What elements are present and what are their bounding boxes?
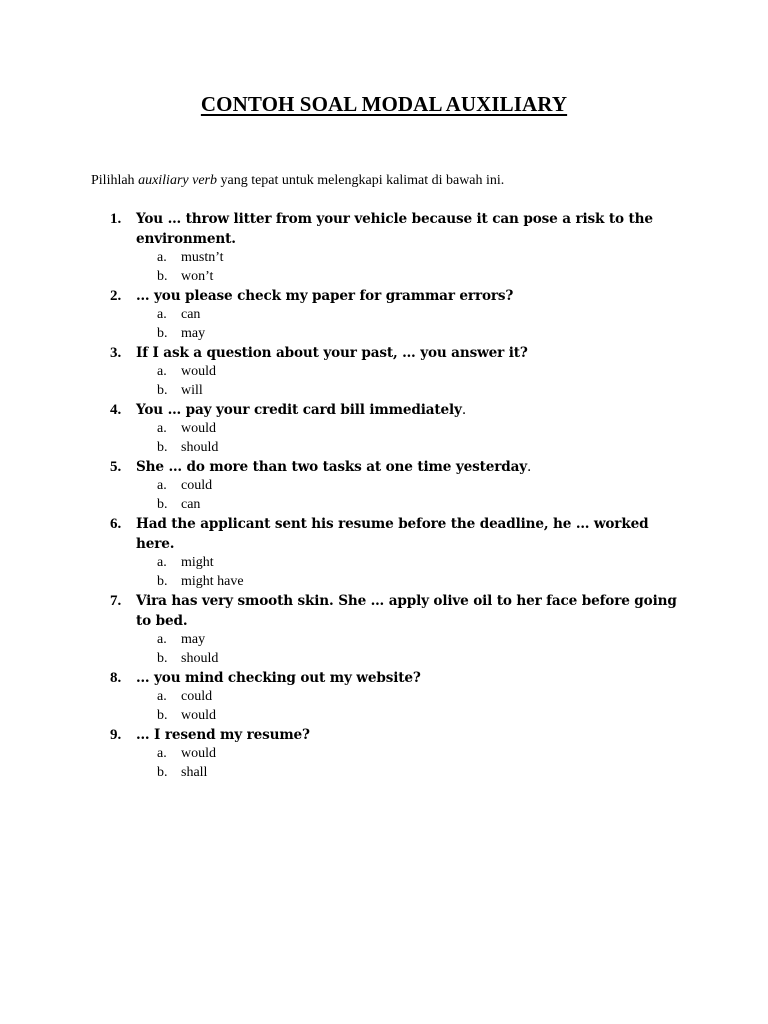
option-a xyxy=(0,554,768,573)
question-text xyxy=(136,457,681,477)
option-b xyxy=(0,268,768,287)
option-b xyxy=(0,382,768,401)
option-a xyxy=(0,249,768,268)
page-title: CONTOH SOAL MODAL AUXILIARY xyxy=(200,92,568,116)
option-b xyxy=(0,325,768,344)
question-6 xyxy=(0,514,768,591)
question-3 xyxy=(0,343,768,400)
option-b xyxy=(0,573,768,592)
option-text: would xyxy=(181,364,216,379)
question-tail: . xyxy=(526,459,532,475)
question-text xyxy=(136,343,681,363)
option-list xyxy=(0,554,768,591)
option-letter: b. xyxy=(157,382,168,398)
option-letter: a. xyxy=(157,632,167,647)
option-list xyxy=(0,363,768,400)
option-text: will xyxy=(181,382,203,398)
question-text xyxy=(136,514,681,554)
option-a xyxy=(0,306,768,325)
option-list xyxy=(0,306,768,343)
option-text: might have xyxy=(181,573,244,589)
option-text: would xyxy=(181,707,216,723)
question-2 xyxy=(0,286,768,343)
instruction-text xyxy=(91,173,504,189)
instruction-lead: Pilihlah xyxy=(91,173,139,188)
question-number: 7. xyxy=(110,593,122,609)
option-b xyxy=(0,496,768,515)
option-list xyxy=(0,631,768,668)
question-list xyxy=(0,209,768,782)
question-number: 9. xyxy=(110,727,122,743)
option-a xyxy=(0,477,768,496)
question-number: 8. xyxy=(110,670,122,686)
question-5 xyxy=(0,457,768,514)
option-letter: b. xyxy=(157,325,168,341)
question-4 xyxy=(0,400,768,457)
question-text xyxy=(136,668,681,688)
option-text: mustn’t xyxy=(181,250,224,265)
instruction-italic-term: auxiliary verb xyxy=(138,173,217,188)
option-letter: a. xyxy=(157,364,167,379)
option-text: won’t xyxy=(181,268,214,284)
option-letter: a. xyxy=(157,478,167,493)
question-9 xyxy=(0,725,768,782)
option-list xyxy=(0,477,768,514)
question-stem: You … pay your credit card bill immediately xyxy=(136,402,462,418)
option-b xyxy=(0,439,768,458)
option-a xyxy=(0,688,768,707)
option-list xyxy=(0,249,768,286)
option-letter: a. xyxy=(157,746,167,761)
option-text: should xyxy=(181,439,219,455)
question-number: 5. xyxy=(110,459,122,475)
option-list xyxy=(0,420,768,457)
option-letter: b. xyxy=(157,573,168,589)
question-text xyxy=(136,591,681,631)
option-letter: a. xyxy=(157,307,167,322)
option-text: may xyxy=(181,632,206,647)
option-text: would xyxy=(181,746,216,761)
option-list xyxy=(0,688,768,725)
question-text xyxy=(136,209,681,249)
option-b xyxy=(0,650,768,669)
question-stem: You … throw litter from your vehicle because it can pose a risk to the environment. xyxy=(136,211,653,247)
option-letter: b. xyxy=(157,764,168,780)
question-1 xyxy=(0,209,768,286)
question-stem: If I ask a question about your past, … you answer it? xyxy=(136,345,528,361)
option-list xyxy=(0,745,768,782)
option-text: could xyxy=(181,478,213,493)
instruction-rest: yang tepat untuk melengkapi kalimat di bawah ini. xyxy=(216,173,505,188)
option-letter: a. xyxy=(157,555,167,570)
question-number: 3. xyxy=(110,345,122,361)
question-tail: . xyxy=(461,402,466,418)
option-a xyxy=(0,420,768,439)
question-stem: … you please check my paper for grammar errors? xyxy=(136,288,514,304)
option-text: could xyxy=(181,689,213,704)
question-stem: … I resend my resume? xyxy=(136,727,310,743)
question-number: 4. xyxy=(110,402,122,418)
option-text: can xyxy=(181,496,201,512)
question-stem: Vira has very smooth skin. She … apply olive oil to her face before going to bed. xyxy=(136,593,677,629)
option-b xyxy=(0,764,768,783)
question-text xyxy=(136,286,681,306)
option-letter: a. xyxy=(157,250,167,265)
question-text xyxy=(136,725,681,745)
option-text: might xyxy=(181,555,214,570)
option-text: would xyxy=(181,421,216,436)
question-8 xyxy=(0,668,768,725)
option-letter: a. xyxy=(157,689,167,704)
option-letter: b. xyxy=(157,650,168,666)
question-text xyxy=(136,400,681,420)
option-a xyxy=(0,631,768,650)
option-text: can xyxy=(181,307,201,322)
question-stem: Had the applicant sent his resume before the deadline, he … worked here. xyxy=(136,516,649,552)
question-number: 6. xyxy=(110,516,122,532)
option-letter: b. xyxy=(157,268,168,284)
question-stem: She … do more than two tasks at one time yesterday xyxy=(136,459,527,475)
question-number: 2. xyxy=(110,288,122,304)
option-a xyxy=(0,363,768,382)
option-letter: b. xyxy=(157,707,168,723)
option-text: should xyxy=(181,650,219,666)
option-letter: b. xyxy=(157,496,168,512)
option-a xyxy=(0,745,768,764)
option-text: may xyxy=(181,325,206,341)
option-text: shall xyxy=(181,764,208,780)
option-b xyxy=(0,707,768,726)
question-number: 1. xyxy=(110,211,122,227)
question-7 xyxy=(0,591,768,668)
question-stem: … you mind checking out my website? xyxy=(136,670,421,686)
option-letter: b. xyxy=(157,439,168,455)
option-letter: a. xyxy=(157,421,167,436)
